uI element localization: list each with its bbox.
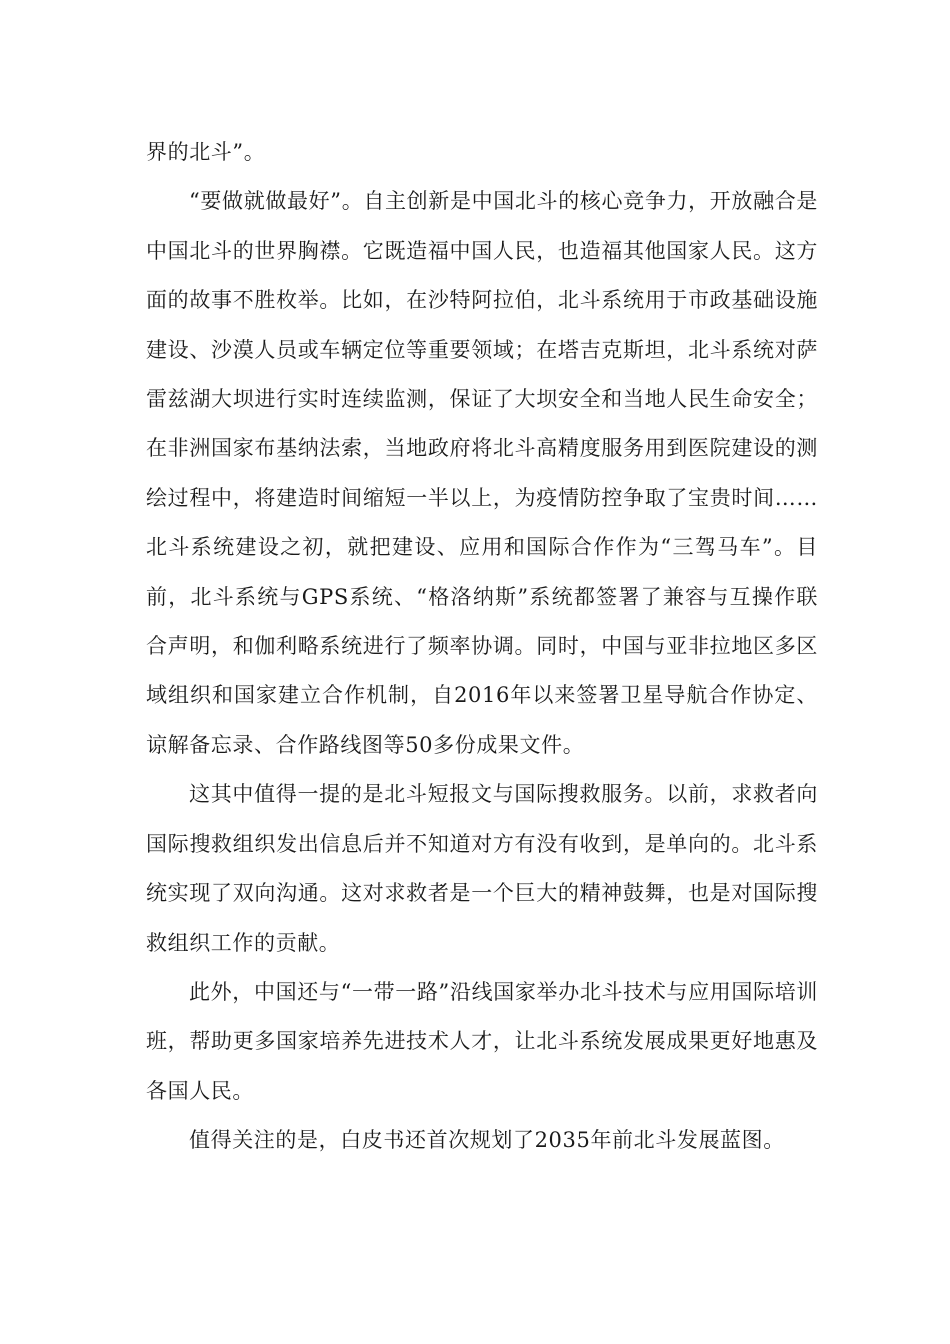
paragraph-3: 这其中值得一提的是北斗短报文与国际搜救服务。以前，求救者向国际搜救组织发出信息后并不知道对方有没有收到，是单向的。北斗系统实现了双向沟通。这对求救者是一个巨大的精神鼓舞，也是对国际搜救组织工作的贡献。 <box>146 782 818 955</box>
body-text <box>146 128 818 1166</box>
paragraph-5: 值得关注的是，白皮书还首次规划了2035年前北斗发展蓝图。 <box>189 1128 785 1153</box>
paragraph-1: 界的北斗”。 <box>146 140 266 164</box>
paragraph-2: “要做就做最好”。自主创新是中国北斗的核心竞争力，开放融合是中国北斗的世界胸襟。它既造福中国人民，也造福其他国家人民。这方面的故事不胜枚举。比如，在沙特阿拉伯，北斗系统用于市政基础设施建设、沙漠人员或车辆定位等重要领域；在塔吉克斯坦，北斗系统对萨雷兹湖大坝进行实时连续监测，保证了大坝安全和当地人民生命安全；在非洲国家布基纳法索，当地政府将北斗高精度服务用到医院建设的测绘过程中，将建造时间缩短一半以上，为疫情防控争取了宝贵时间……北斗系统建设之初，就把建设、应用和国际合作作为“三驾马车”。目前，北斗系统与GPS系统、“格洛纳斯”系统都签署了兼容与互操作联合声明，和伽利略系统进行了频率协调。同时，中国与亚非拉地区多区域组织和国家建立合作机制，自2016年以来签署卫星导航合作协定、谅解备忘录、合作路线图等50多份成果文件。 <box>146 189 818 757</box>
paragraph-4: 此外，中国还与“一带一路”沿线国家举办北斗技术与应用国际培训班，帮助更多国家培养先进技术人才，让北斗系统发展成果更好地惠及各国人民。 <box>146 979 818 1103</box>
